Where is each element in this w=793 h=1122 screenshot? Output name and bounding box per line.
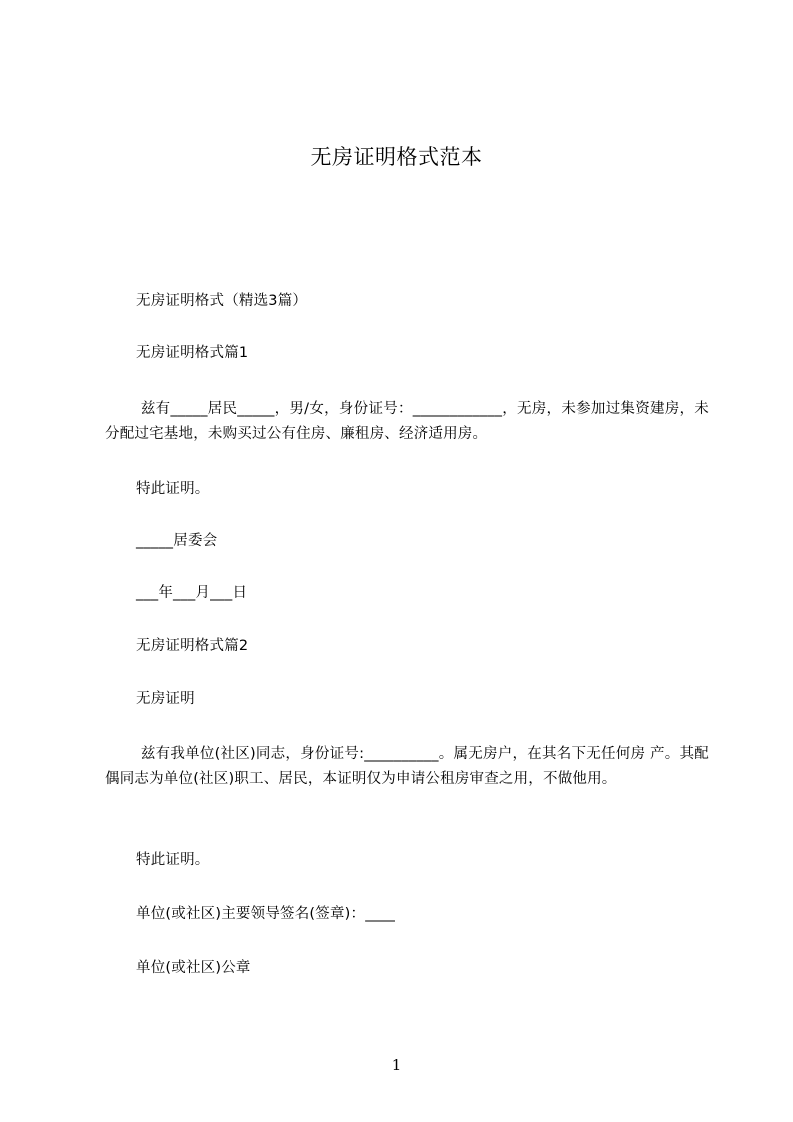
paragraph-subtitle: 无房证明格式（精选3篇） xyxy=(136,293,308,309)
paragraph-heading-2: 无房证明格式篇2 xyxy=(136,638,249,654)
paragraph-seal: 单位(或社区)公章 xyxy=(136,960,251,976)
document-title: 无房证明格式范本 xyxy=(310,145,483,169)
page-number: 1 xyxy=(391,1056,402,1074)
paragraph-certify-1: 特此证明。 xyxy=(136,481,210,497)
paragraph-proof-title: 无房证明 xyxy=(136,691,195,707)
paragraph-signature: 单位(或社区)主要领导签名(签章)：____ xyxy=(136,906,396,922)
paragraph-committee: _____居委会 xyxy=(136,533,218,549)
paragraph-certify-2: 特此证明。 xyxy=(136,852,210,868)
paragraph-date: ___年___月___日 xyxy=(136,585,248,601)
paragraph-body-2: 兹有我单位(社区)同志，身份证号:__________。属无房户，在其名下无任何房 产。其配偶同志为单位(社区)职工、居民，本证明仅为申请公租房审查之用，不做他用。 xyxy=(105,746,709,787)
paragraph-heading-1: 无房证明格式篇1 xyxy=(136,345,249,361)
paragraph-body-1: 兹有_____居民_____，男/女，身份证号：____________，无房，未参加过集资建房，未分配过宅基地，未购买过公有住房、廉租房、经济适用房。 xyxy=(105,401,709,442)
